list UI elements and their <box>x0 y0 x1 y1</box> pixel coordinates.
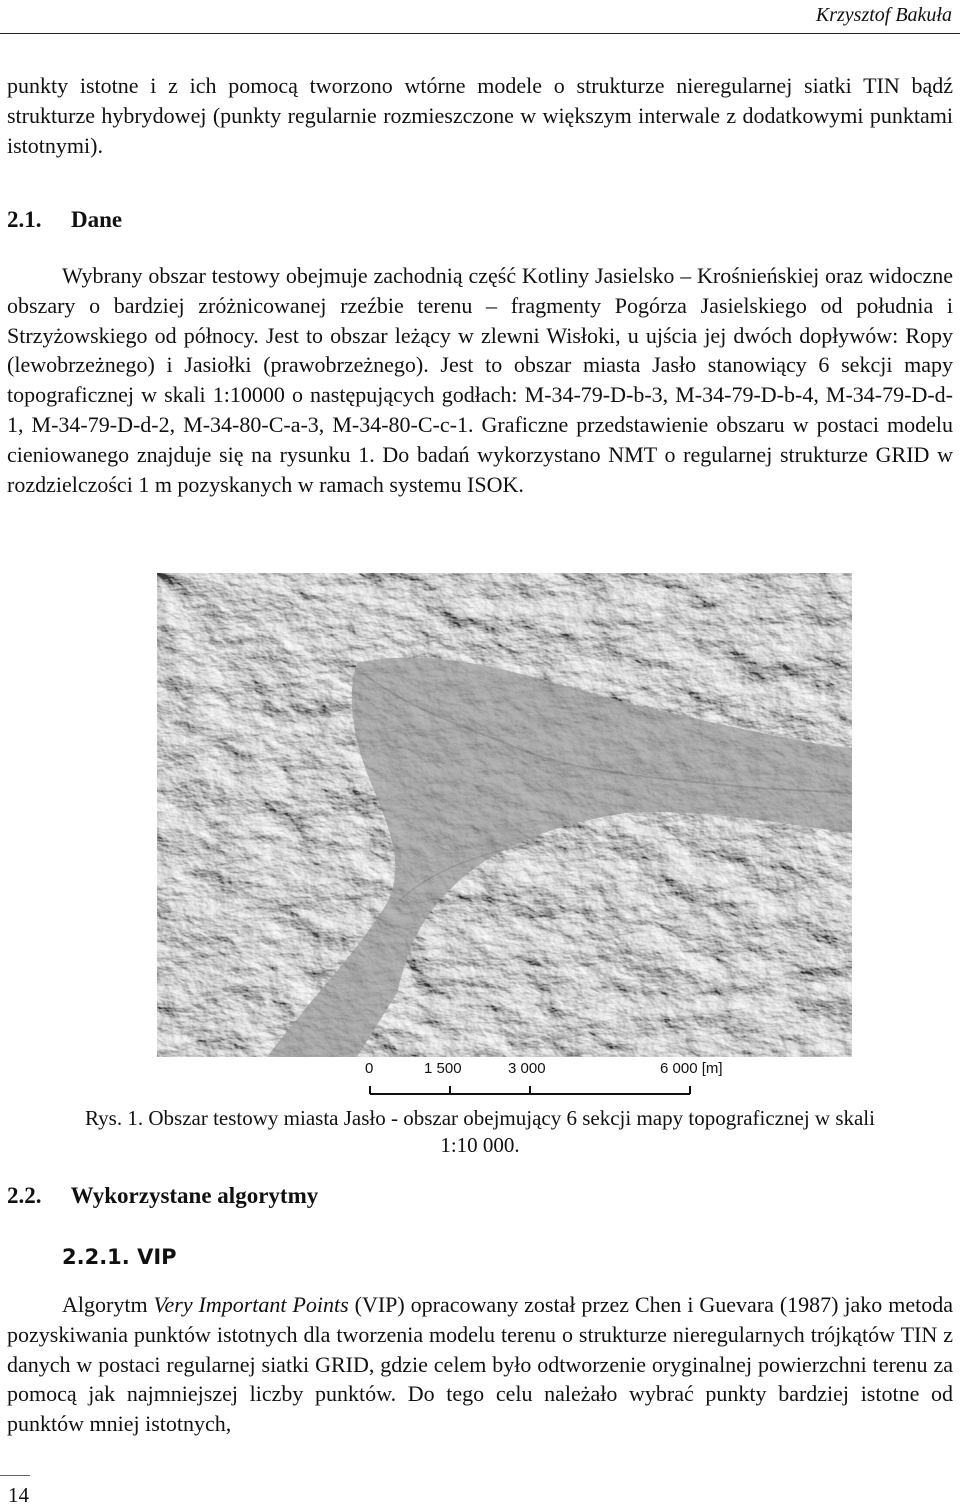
scale-bar-graphic <box>355 1080 735 1102</box>
section-2-2-1-title: VIP <box>137 1245 177 1269</box>
section-2-1-paragraph: Wybrany obszar testowy obejmuje zachodnią część Kotliny Jasielsko – Krośnieńskiej oraz widoczne obszary o bardziej zróżnicowanej rzeźbie terenu – fragmenty Pogórza Jasielskiego od południa i Strzyżowskiego od północy. Jest to obszar leżący w zlewni Wisłoki, u ujścia jej dwóch dopływów: Ropy (lewobrzeżnego) i Jasiołki (prawobrzeżnego). Jest to obszar miasta Jasło stanowiący 6 sekcji mapy topograficznej w skali 1:10000 o następujących godłach: M-34-79-D-b-3, M-34-79-D-b-4, M-34-79-D-d-1, M-34-79-D-d-2, M-34-80-C-a-3, M-34-80-C-c-1. Graficzne przedstawienie obszaru w postaci modelu cieniowanego znajduje się na rysunku 1. Do badań wykorzystano NMT o regularnej strukturze GRID w rozdzielczości 1 m pozyskanych w ramach systemu ISOK. <box>7 263 953 497</box>
scale-label-0: 0 <box>365 1060 374 1077</box>
section-2-2-1-heading <box>62 1245 177 1269</box>
intro-paragraph: punkty istotne i z ich pomocą tworzono wtórne modele o strukturze nieregularnej siatki TIN bądź strukturze hybrydowej (punkty regularnie rozmieszczone w większym interwale z dodatkowymi punktami istotnymi). <box>7 73 953 158</box>
scale-label-3000: 3 000 <box>508 1060 546 1077</box>
section-2-1-heading <box>7 207 122 233</box>
figure-caption-line-2: 1:10 000. <box>440 1133 520 1157</box>
scale-bar <box>355 1060 735 1104</box>
hillshade-figure <box>157 573 852 1057</box>
vip-paragraph <box>7 1290 953 1439</box>
section-2-2-heading <box>7 1183 318 1209</box>
page-number: 14 <box>8 1483 29 1507</box>
section-2-2-number: 2.2. <box>7 1183 42 1208</box>
header-rule <box>0 33 960 34</box>
section-2-2-1-number: 2.2.1. <box>62 1245 130 1269</box>
section-2-1-number: 2.1. <box>7 207 42 232</box>
section-2-2-title: Wykorzystane algorytmy <box>70 1183 319 1208</box>
running-head: Krzysztof Bakuła <box>815 4 952 26</box>
scale-label-6000: 6 000 [m] <box>660 1060 723 1077</box>
vip-term-italic: Very Important Points <box>153 1292 349 1317</box>
scale-label-1500: 1 500 <box>424 1060 462 1077</box>
figure-caption <box>20 1105 940 1159</box>
section-2-1-title: Dane <box>71 207 123 232</box>
vip-paragraph-prefix: Algorytm <box>62 1292 154 1317</box>
hillshade-relief-image <box>157 573 852 1057</box>
page-number-rule <box>0 1475 30 1476</box>
figure-caption-line-1: Rys. 1. Obszar testowy miasta Jasło - obszar obejmujący 6 sekcji mapy topograficznej w skali <box>85 1106 875 1130</box>
vip-paragraph-rest: (VIP) opracowany został przez Chen i Guevara (1987) jako metoda pozyskiwania punktów istotnych dla tworzenia modelu terenu o strukturze nieregularnych trójkątów TIN z danych w postaci regularnej siatki GRID, gdzie celem było odtworzenie oryginalnej powierzchni terenu za pomocą jak najmniejszej liczby punktów. Do tego celu należało wybrać punkty bardziej istotne od punktów mniej istotnych, <box>7 1292 953 1437</box>
